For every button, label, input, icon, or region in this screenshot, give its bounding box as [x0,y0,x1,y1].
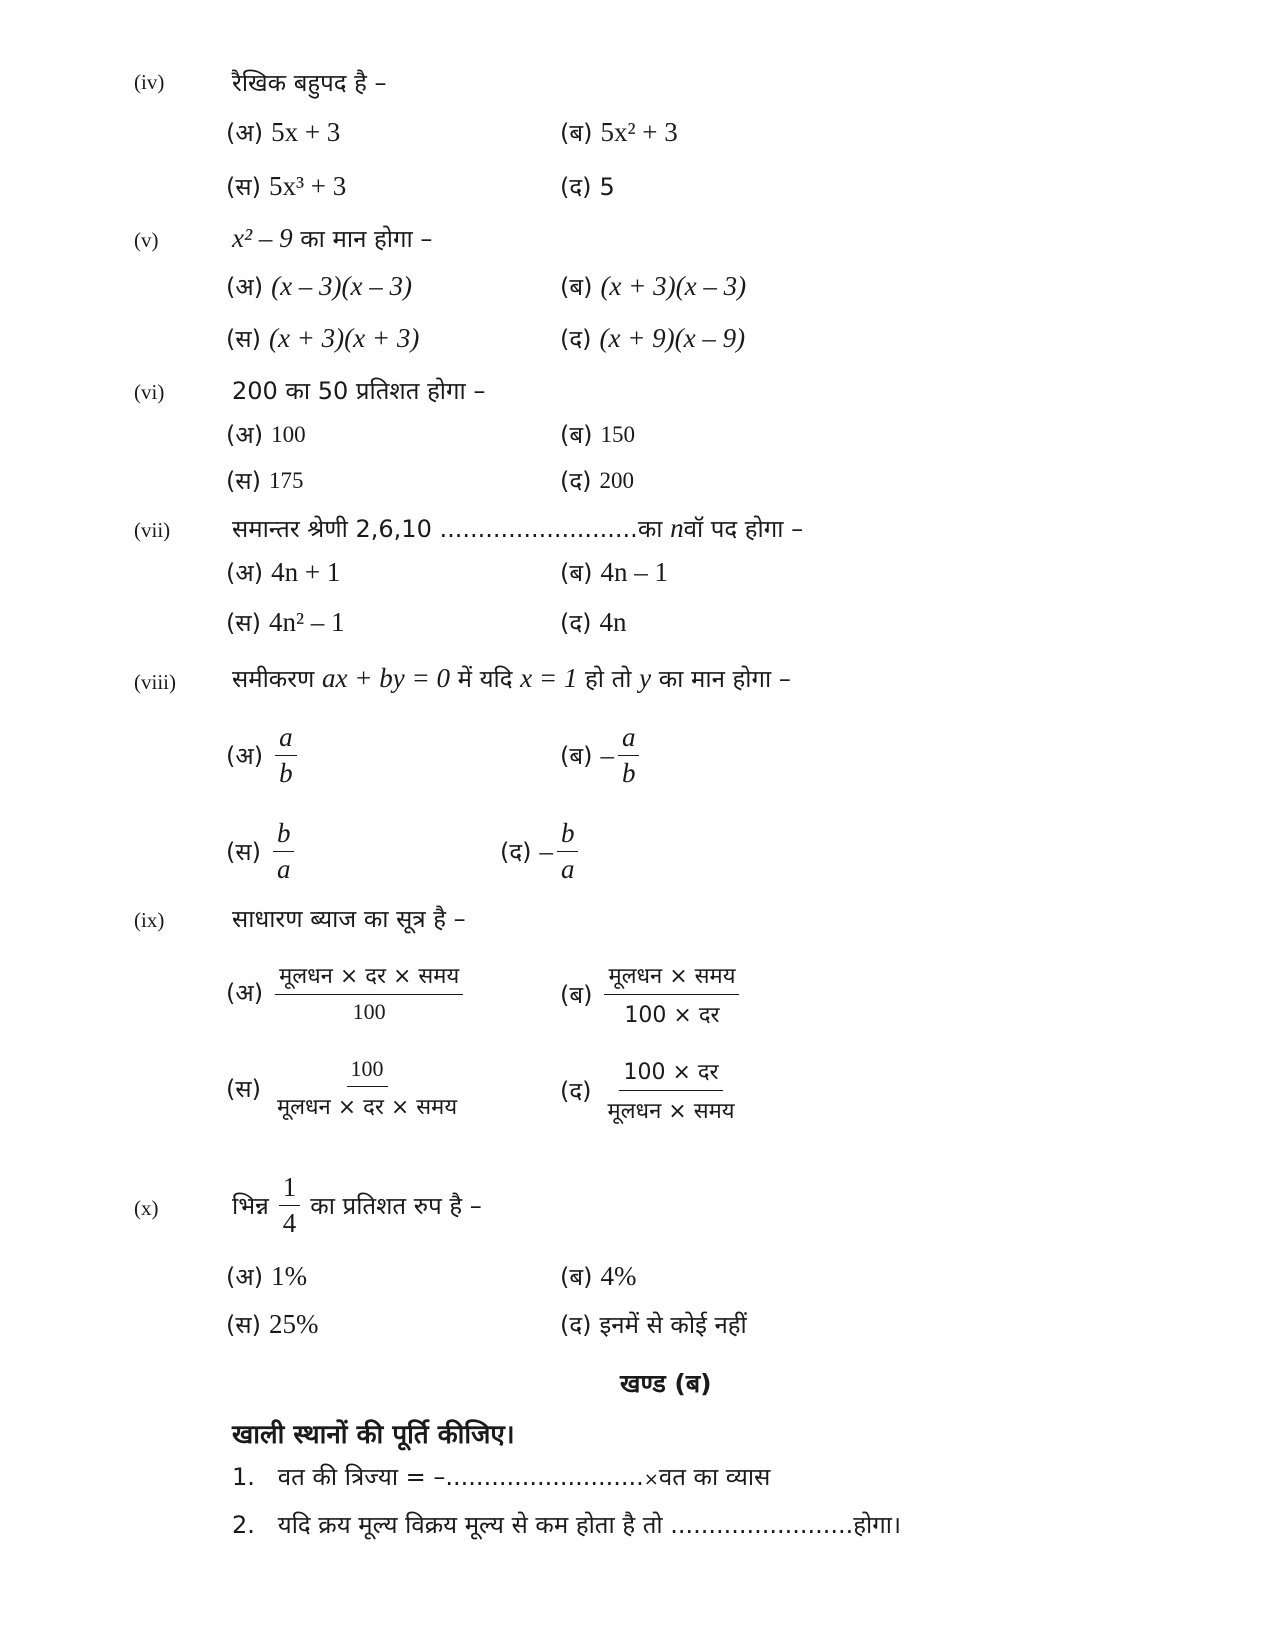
option-d [560,464,634,497]
question-text: 200 का 50 प्रतिशत होगा – [232,377,486,405]
fraction-denominator: b [279,758,293,788]
option-label: (द) [560,1311,592,1339]
fill-item [232,1460,770,1493]
option-value: 5 [599,172,615,201]
question-number: (v) [134,228,159,252]
fraction-denominator: मूलधन × दर × समय [276,1095,458,1120]
question-number: (vi) [134,380,165,404]
option-label: (अ) [226,742,264,770]
fraction [557,818,579,885]
option-label: (अ) [226,559,264,587]
option-value: 175 [268,467,304,493]
question-number: (iv) [134,70,165,94]
fill-item-text: वत की त्रिज्या = –.......................... [277,1463,644,1491]
fill-item-number: 1. [232,1463,255,1491]
option-a [226,1260,307,1293]
fraction-denominator: a [560,854,575,884]
question-label: का मान होगा – [658,665,791,693]
option-c [226,464,303,497]
question-label: वॉ पद होगा – [683,515,804,543]
option-c [226,1308,318,1341]
fraction-denominator: 4 [282,1208,297,1238]
option-d [560,606,626,639]
option-value: 25% [268,1309,319,1339]
option-label: (ब) [560,981,593,1009]
option-c [226,170,346,203]
option-label: (द) [500,838,532,866]
option-b [560,116,678,149]
fraction-numerator: मूलधन × समय [604,960,739,995]
fill-item-number: 2. [232,1511,255,1539]
fraction-numerator: 100 × दर [619,1056,722,1091]
question-label: हो तो [584,665,632,693]
fraction-numerator: b [557,818,579,852]
option-c [226,322,419,355]
option-a [226,418,306,451]
times-sign: × [643,1469,659,1490]
option-value: 5x + 3 [271,117,341,147]
option-a [226,116,340,149]
fraction [275,960,463,1025]
option-c [226,818,298,885]
fraction [275,722,297,789]
option-value: 5x² + 3 [600,117,678,147]
option-label: (द) [560,467,592,495]
option-label: (ब) [560,1263,593,1291]
question-text [232,662,791,695]
option-b [560,1260,636,1293]
expression: x² – 9 [232,223,293,253]
question-text: साधारण ब्याज का सूत्र है – [232,905,466,933]
option-c [226,606,345,639]
option-label: (अ) [226,421,264,449]
fraction [273,1056,461,1121]
option-label: (ब) [560,421,593,449]
fraction-numerator: b [273,818,295,852]
question-number: (x) [134,1196,159,1220]
option-a [226,270,412,303]
option-label: (अ) [226,979,264,1007]
option-value: 4n [599,607,627,637]
option-value: (x + 3)(x + 3) [268,323,420,353]
section-title: खण्ड (ब) [620,1369,712,1398]
option-label: (स) [226,173,261,201]
option-value: 200 [599,467,634,493]
fraction-denominator: 100 × दर [624,1003,720,1028]
fill-in-heading: खाली स्थानों की पूर्ति कीजिए। [232,1420,515,1450]
question-label: का प्रतिशत रुप है – [310,1192,482,1220]
fraction [604,960,739,1029]
fraction-numerator: मूलधन × दर × समय [275,960,463,995]
option-label: (ब) [560,273,593,301]
option-label: (स) [226,838,261,866]
option-d [500,818,582,885]
option-label: (अ) [226,273,264,301]
equation: ax + by = 0 [322,663,450,693]
variable: y [639,663,652,693]
option-value: 4n + 1 [271,557,341,587]
option-value: (x + 9)(x – 9) [599,323,746,353]
option-label: (द) [560,325,592,353]
option-b [560,418,635,451]
option-label: (स) [226,1311,261,1339]
option-label: (अ) [226,1263,264,1291]
option-label: (स) [226,1075,261,1103]
question-label: में यदि [457,665,513,693]
option-a [226,722,301,789]
option-value: 4% [600,1261,637,1291]
option-value: 4n² – 1 [268,607,345,637]
option-a [226,960,467,1025]
option-value: (x + 3)(x – 3) [600,271,747,301]
question-label: समान्तर श्रेणी 2,6,10 ..........................का [232,515,663,543]
option-value: 150 [600,421,635,447]
option-value: 5x³ + 3 [268,171,347,201]
option-value: 100 [271,421,306,447]
option-label: (ब) [560,119,593,147]
fraction [618,722,640,789]
option-d [560,1308,747,1341]
condition: x = 1 [520,663,578,693]
option-value: (x – 3)(x – 3) [271,271,413,301]
option-b [560,722,643,789]
option-d [560,170,615,203]
fraction-numerator: 1 [279,1172,301,1206]
option-label: (अ) [226,119,264,147]
fill-item-text: यदि क्रय मूल्य विक्रय मूल्य से कम होता है तो ........................होगा। [277,1511,902,1539]
option-label: (ब) [560,742,593,770]
fraction-denominator: a [276,854,291,884]
option-d [560,322,745,355]
option-b [560,270,746,303]
option-label: (स) [226,467,261,495]
fraction-denominator: 100 [352,999,386,1024]
fill-item-text: वत का व्यास [658,1463,771,1491]
question-text [232,1172,482,1239]
option-label: (स) [226,325,261,353]
option-sign: – [600,740,614,770]
option-label: (द) [560,609,592,637]
fraction-denominator: मूलधन × समय [607,1099,735,1124]
option-value: इनमें से कोई नहीं [599,1311,747,1339]
question-number: (ix) [134,908,165,932]
option-a [226,556,340,589]
option-b [560,556,668,589]
option-c [226,1056,465,1121]
question-text [232,222,432,255]
option-label: (द) [560,173,592,201]
question-text [232,512,803,545]
option-b [560,960,743,1029]
fill-item [232,1508,901,1541]
question-label: का मान होगा – [300,225,433,253]
fraction-numerator: 100 [347,1056,388,1087]
option-label: (द) [560,1077,592,1105]
option-label: (ब) [560,559,593,587]
option-value: 4n – 1 [600,557,668,587]
question-label: भिन्न [232,1192,269,1220]
option-d [560,1056,743,1125]
fraction-numerator: a [618,722,640,756]
question-label: समीकरण [232,665,315,693]
fraction-numerator: a [275,722,297,756]
question-number: (vii) [134,518,171,542]
question-text: रैखिक बहुपद है – [232,69,387,97]
question-number: (viii) [134,670,176,694]
option-label: (स) [226,609,261,637]
option-sign: – [539,836,553,866]
option-value: 1% [271,1261,308,1291]
variable: n [670,513,684,543]
fraction [279,1172,301,1239]
fraction-denominator: b [621,758,636,788]
fraction [603,1056,738,1125]
fraction [273,818,295,885]
